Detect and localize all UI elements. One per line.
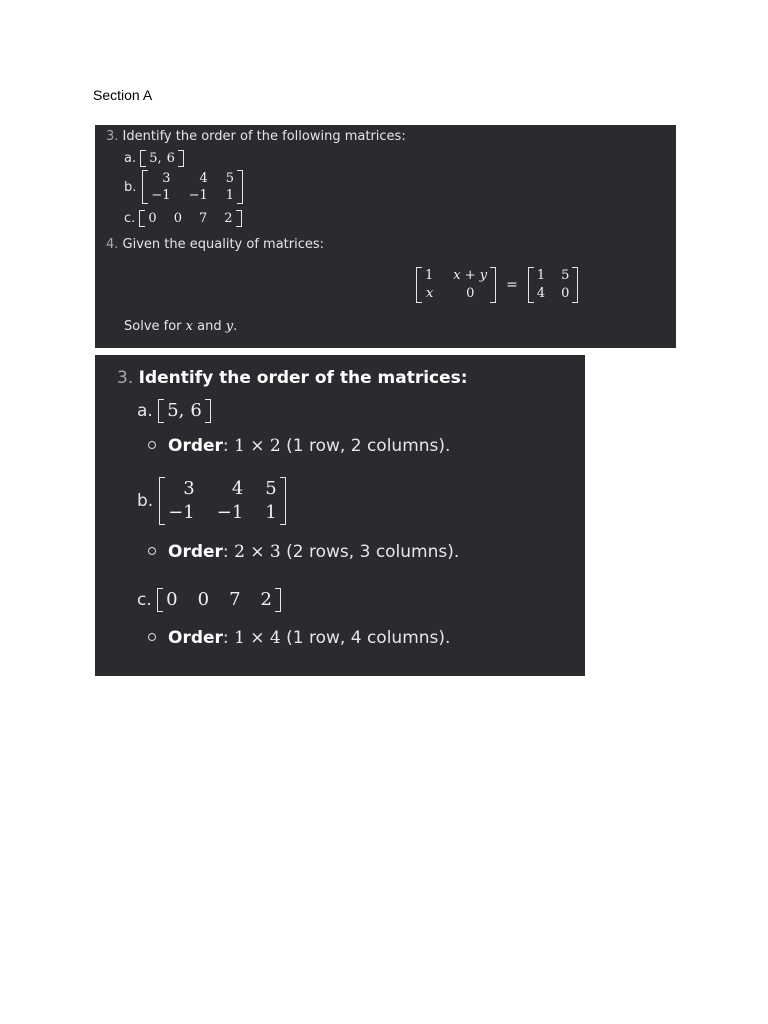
- solve-instruction: [124, 319, 237, 334]
- variable-x: x: [185, 319, 194, 334]
- equals-sign: =: [506, 277, 518, 293]
- matrix-cell: 0: [466, 286, 475, 301]
- matrix-b: [159, 477, 286, 525]
- item-label: a.: [124, 151, 137, 166]
- order-label: Order: [168, 542, 223, 562]
- matrix-c: [157, 588, 281, 612]
- matrix-cell: 2: [260, 589, 272, 610]
- matrix-cell: 4: [536, 286, 546, 301]
- question-number: 4.: [106, 237, 119, 252]
- answer-item-c: [137, 588, 281, 612]
- item-label: a.: [137, 401, 153, 421]
- answer-question-3: [117, 368, 468, 388]
- matrix-cell: 0: [197, 589, 210, 610]
- matrix-cell: 4: [231, 478, 244, 499]
- bullet-icon: [148, 441, 156, 449]
- item-c: [124, 210, 242, 227]
- matrix-cell: 7: [229, 589, 241, 610]
- matrix-cell: 5,: [149, 151, 162, 166]
- answer-panel: [95, 355, 585, 676]
- bullet-icon: [148, 633, 156, 641]
- variable-y: y: [225, 319, 234, 334]
- order-dimensions: 1 × 4: [234, 628, 281, 648]
- matrix-cell: −1: [168, 502, 195, 523]
- order-description: (1 row, 4 columns).: [286, 628, 451, 648]
- item-label: b.: [124, 179, 137, 195]
- matrix-cell: 5,: [167, 400, 185, 421]
- solve-text: Solve for: [124, 319, 182, 334]
- matrix-cell: 5: [561, 268, 570, 283]
- matrix-a: [158, 399, 211, 423]
- question-text: Identify the order of the matrices:: [138, 368, 468, 388]
- question-4: [106, 237, 324, 252]
- answer-item-b: [137, 477, 286, 525]
- section-heading: Section A: [93, 87, 153, 103]
- order-b: Order: 2 × 3 (2 rows, 3 columns).: [148, 542, 459, 562]
- question-3: [106, 129, 406, 144]
- matrix-b: [142, 170, 243, 204]
- order-dimensions: 1 × 2: [234, 436, 281, 456]
- question-text: Identify the order of the following matrices:: [122, 129, 406, 144]
- solve-text: and: [197, 319, 222, 334]
- item-a: [124, 150, 184, 167]
- matrix-cell: −1: [216, 502, 244, 523]
- order-label: Order: [168, 628, 223, 648]
- answer-item-a: [137, 399, 211, 423]
- matrix-cell: −1: [151, 188, 171, 203]
- matrix-cell: 0: [561, 286, 570, 301]
- order-label: Order: [168, 436, 223, 456]
- matrix-cell: 5: [225, 171, 235, 186]
- matrix-c: [139, 210, 241, 227]
- matrix-cell: 1: [265, 502, 277, 523]
- matrix-cell: 1: [225, 188, 235, 203]
- matrix-cell: 5: [265, 478, 277, 499]
- matrix-cell: 3: [183, 478, 195, 499]
- question-panel: [95, 125, 676, 348]
- matrix-cell: 3: [162, 171, 171, 186]
- order-dimensions: 2 × 3: [234, 542, 281, 562]
- matrix-lhs: [416, 267, 496, 303]
- matrix-equation: [416, 267, 578, 303]
- matrix-cell: 0: [148, 211, 157, 226]
- matrix-cell: 1: [425, 268, 434, 283]
- matrix-cell: 6: [190, 400, 202, 421]
- bullet-icon: [148, 547, 156, 555]
- order-a: Order: 1 × 2 (1 row, 2 columns).: [148, 436, 450, 456]
- matrix-cell: 4: [199, 171, 208, 186]
- matrix-cell: −1: [188, 188, 208, 203]
- matrix-cell: x: [425, 286, 434, 301]
- order-description: (1 row, 2 columns).: [286, 436, 451, 456]
- matrix-cell: 6: [166, 151, 175, 166]
- item-b: [124, 170, 243, 204]
- order-description: (2 rows, 3 columns).: [286, 542, 460, 562]
- matrix-cell: 7: [198, 211, 208, 226]
- matrix-rhs: [528, 267, 579, 303]
- matrix-a: [140, 150, 184, 167]
- item-label: c.: [124, 211, 136, 226]
- matrix-cell: 2: [224, 211, 233, 226]
- question-number: 3.: [106, 129, 119, 144]
- question-number: 3.: [117, 368, 134, 388]
- order-c: Order: 1 × 4 (1 row, 4 columns).: [148, 628, 450, 648]
- matrix-cell: 1: [536, 268, 546, 283]
- solve-text: .: [233, 319, 238, 334]
- matrix-cell: 0: [166, 589, 178, 610]
- item-label: b.: [137, 491, 154, 511]
- matrix-cell: 0: [173, 211, 182, 226]
- matrix-cell: x + y: [453, 268, 488, 283]
- question-text: Given the equality of matrices:: [122, 237, 325, 252]
- item-label: c.: [137, 590, 152, 610]
